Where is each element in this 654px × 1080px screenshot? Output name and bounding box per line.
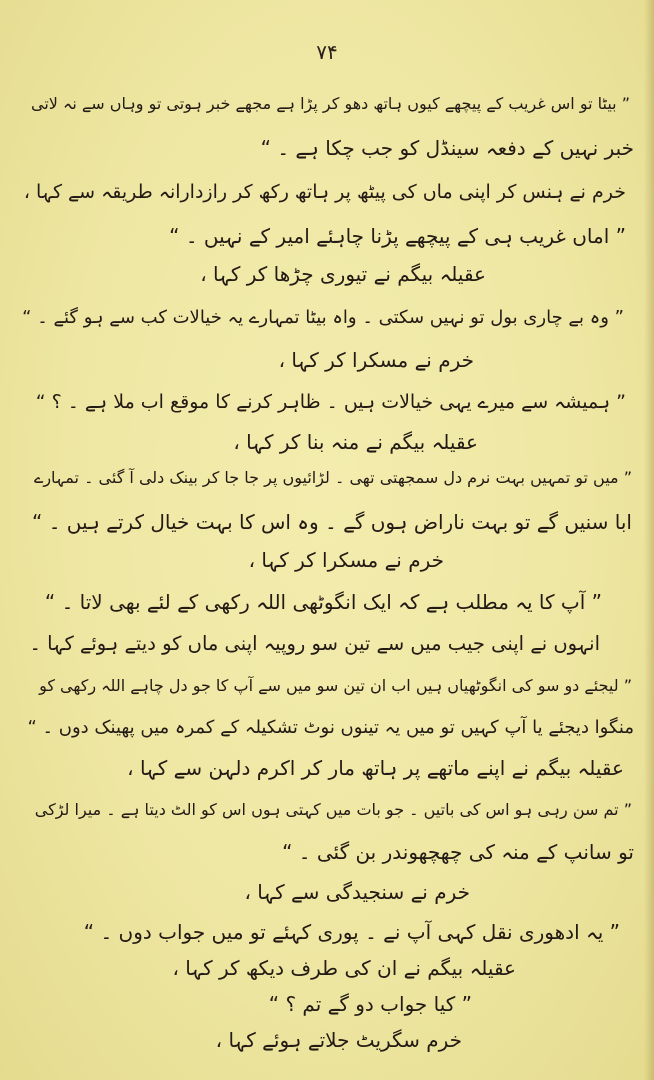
page-text-body	[22, 92, 634, 1052]
text-line-16: منگوا دیجئے یا آپ کہیں تو میں یہ تینوں نوٹ تشکیلہ کے کمرہ میں پھینک دوں ۔ “	[27, 717, 634, 738]
text-line-7: خرم نے مسکرا کر کہا ،	[278, 348, 474, 372]
text-line-3: خرم نے ہنس کر اپنی ماں کی پیٹھ پر ہاتھ رکھ کر رازدارانہ طریقہ سے کہا ،	[23, 181, 626, 203]
text-line-13: ” آپ کا یہ مطلب ہے کہ ایک انگوٹھی اللہ رکھی کے لئے بھی لاتا ۔ “	[44, 590, 602, 614]
text-line-23: ” کیا جواب دو گے تم ؟ “	[268, 992, 472, 1016]
text-line-8: ” ہمیشہ سے میرے یہی خیالات ہیں ۔ ظاہر کرنے کا موقع اب ملا ہے ۔ ؟ “	[35, 391, 626, 413]
text-line-12: خرم نے مسکرا کر کہا ،	[248, 548, 444, 572]
text-line-6: ” وہ بے چاری بول تو نہیں سکتی ۔ واہ بیٹا تمہارے یہ خیالات کب سے ہو گئے ۔ “	[22, 307, 624, 328]
text-line-9: عقیلہ بیگم نے منہ بنا کر کہا ،	[233, 430, 478, 454]
text-line-18: ” تم سن رہی ہو اس کی باتیں ۔ جو بات میں کہتی ہوں اس کو الٹ دیتا ہے ۔ میرا لڑکی	[34, 800, 632, 819]
text-line-1: ” بیٹا تو اس غریب کے پیچھے کیوں ہاتھ دھو کر پڑا ہے مجھے خبر ہوتی تو وہاں سے نہ لاتی	[30, 94, 630, 113]
text-line-2: خبر نہیں کے دفعہ سینڈل کو جب چکا ہے ۔ “	[260, 136, 634, 160]
text-line-10: ” میں تو تمہیں بہت نرم دل سمجھتی تھی ۔ لڑائیوں پر جا جا کر بینک دلی آ گئی ۔ تمہارے	[33, 468, 632, 487]
text-line-14: انہوں نے اپنی جیب میں سے تین سو روپیہ اپنی ماں کو دیتے ہوئے کہا ۔	[29, 632, 600, 655]
text-line-15: ” لیجئے دو سو کی انگوٹھیاں ہیں اب ان تین سو میں سے آپ کا جو دل چاہے اللہ رکھی کو	[39, 676, 632, 695]
text-line-20: خرم نے سنجیدگی سے کہا ،	[244, 880, 470, 904]
text-line-19: تو سانپ کے منہ کی چھچھوندر بن گئی ۔ “	[282, 840, 634, 864]
text-line-21: ” یہ ادھوری نقل کہی آپ نے ۔ پوری کہئے تو میں جواب دوں ۔ “	[83, 920, 620, 944]
text-line-4: ” اماں غریب ہی کے پیچھے پڑنا چاہئے امیر کے نہیں ۔ “	[169, 224, 626, 248]
page-edge-shadow	[644, 0, 654, 1080]
text-line-22: عقیلہ بیگم نے ان کی طرف دیکھ کر کہا ،	[172, 956, 516, 980]
page-number: ۷۴	[316, 40, 338, 64]
text-line-24: خرم سگریٹ جلاتے ہوئے کہا ،	[215, 1028, 462, 1052]
text-line-11: ابا سنیں گے تو بہت ناراض ہوں گے ۔ وہ اس کا بہت خیال کرتے ہیں ۔ “	[32, 510, 632, 534]
text-line-17: عقیلہ بیگم نے اپنے ماتھے پر ہاتھ مار کر اکرم دلہن سے کہا ،	[127, 756, 624, 780]
text-line-5: عقیلہ بیگم نے تیوری چڑھا کر کہا ،	[200, 262, 486, 286]
